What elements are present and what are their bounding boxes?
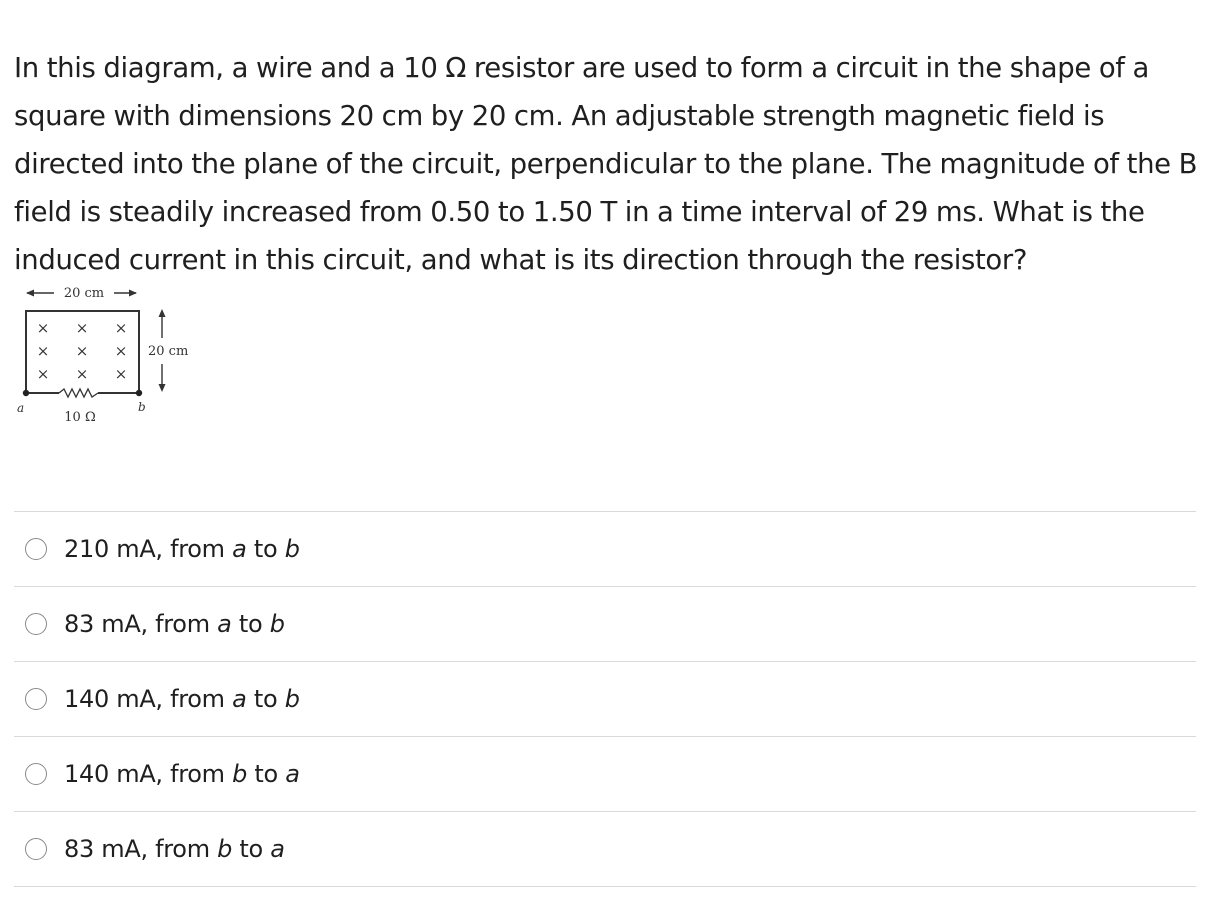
field-x-icon: × (75, 342, 89, 360)
field-x-icon: × (114, 365, 128, 383)
width-label: 20 cm (63, 286, 105, 301)
point-a-dot (23, 390, 29, 396)
circuit-diagram-svg (14, 280, 214, 430)
resistor-label: 10 Ω (64, 410, 96, 425)
field-x-icon: × (75, 319, 89, 337)
point-b-label: b (138, 400, 146, 414)
answer-option[interactable] (14, 737, 1196, 812)
height-label: 20 cm (148, 344, 189, 359)
answer-option[interactable] (14, 512, 1196, 587)
field-x-icon: × (36, 342, 50, 360)
question-text: In this diagram, a wire and a 10 Ω resistor are used to form a circuit in the shape of a square with dimensions 20 cm by 20 cm. An adjustable strength magnetic field is directed into the plane of the circuit, perpendicular to the plane. The magnitude of the B field is steadily increased from 0.50 to 1.50 T in a time interval of 29 ms. What is the induced current in this circuit, and what is its direction through the resistor? (14, 52, 1198, 276)
radio-button[interactable] (25, 763, 47, 785)
radio-button[interactable] (25, 688, 47, 710)
field-x-icon: × (114, 342, 128, 360)
radio-button[interactable] (25, 613, 47, 635)
radio-button[interactable] (25, 538, 47, 560)
radio-button[interactable] (25, 838, 47, 860)
answer-label: 140 mA, from b to a (64, 760, 300, 788)
height-arrow-down-head (159, 384, 166, 392)
point-a-label: a (17, 401, 25, 415)
answer-label: 210 mA, from a to b (64, 535, 300, 563)
answer-option[interactable] (14, 587, 1196, 662)
width-arrow-right-head (129, 290, 137, 297)
field-x-icon: × (36, 319, 50, 337)
field-x-icon: × (36, 365, 50, 383)
answer-label: 140 mA, from a to b (64, 685, 300, 713)
point-b-dot (136, 390, 142, 396)
circuit-diagram (14, 280, 214, 430)
answer-label: 83 mA, from b to a (64, 835, 285, 863)
height-arrow-up-head (159, 309, 166, 317)
field-x-icon: × (75, 365, 89, 383)
answer-options (14, 511, 1196, 887)
answer-label: 83 mA, from a to b (64, 610, 285, 638)
answer-option[interactable] (14, 812, 1196, 887)
answer-option[interactable] (14, 662, 1196, 737)
field-x-icon: × (114, 319, 128, 337)
width-arrow-left-head (26, 290, 34, 297)
